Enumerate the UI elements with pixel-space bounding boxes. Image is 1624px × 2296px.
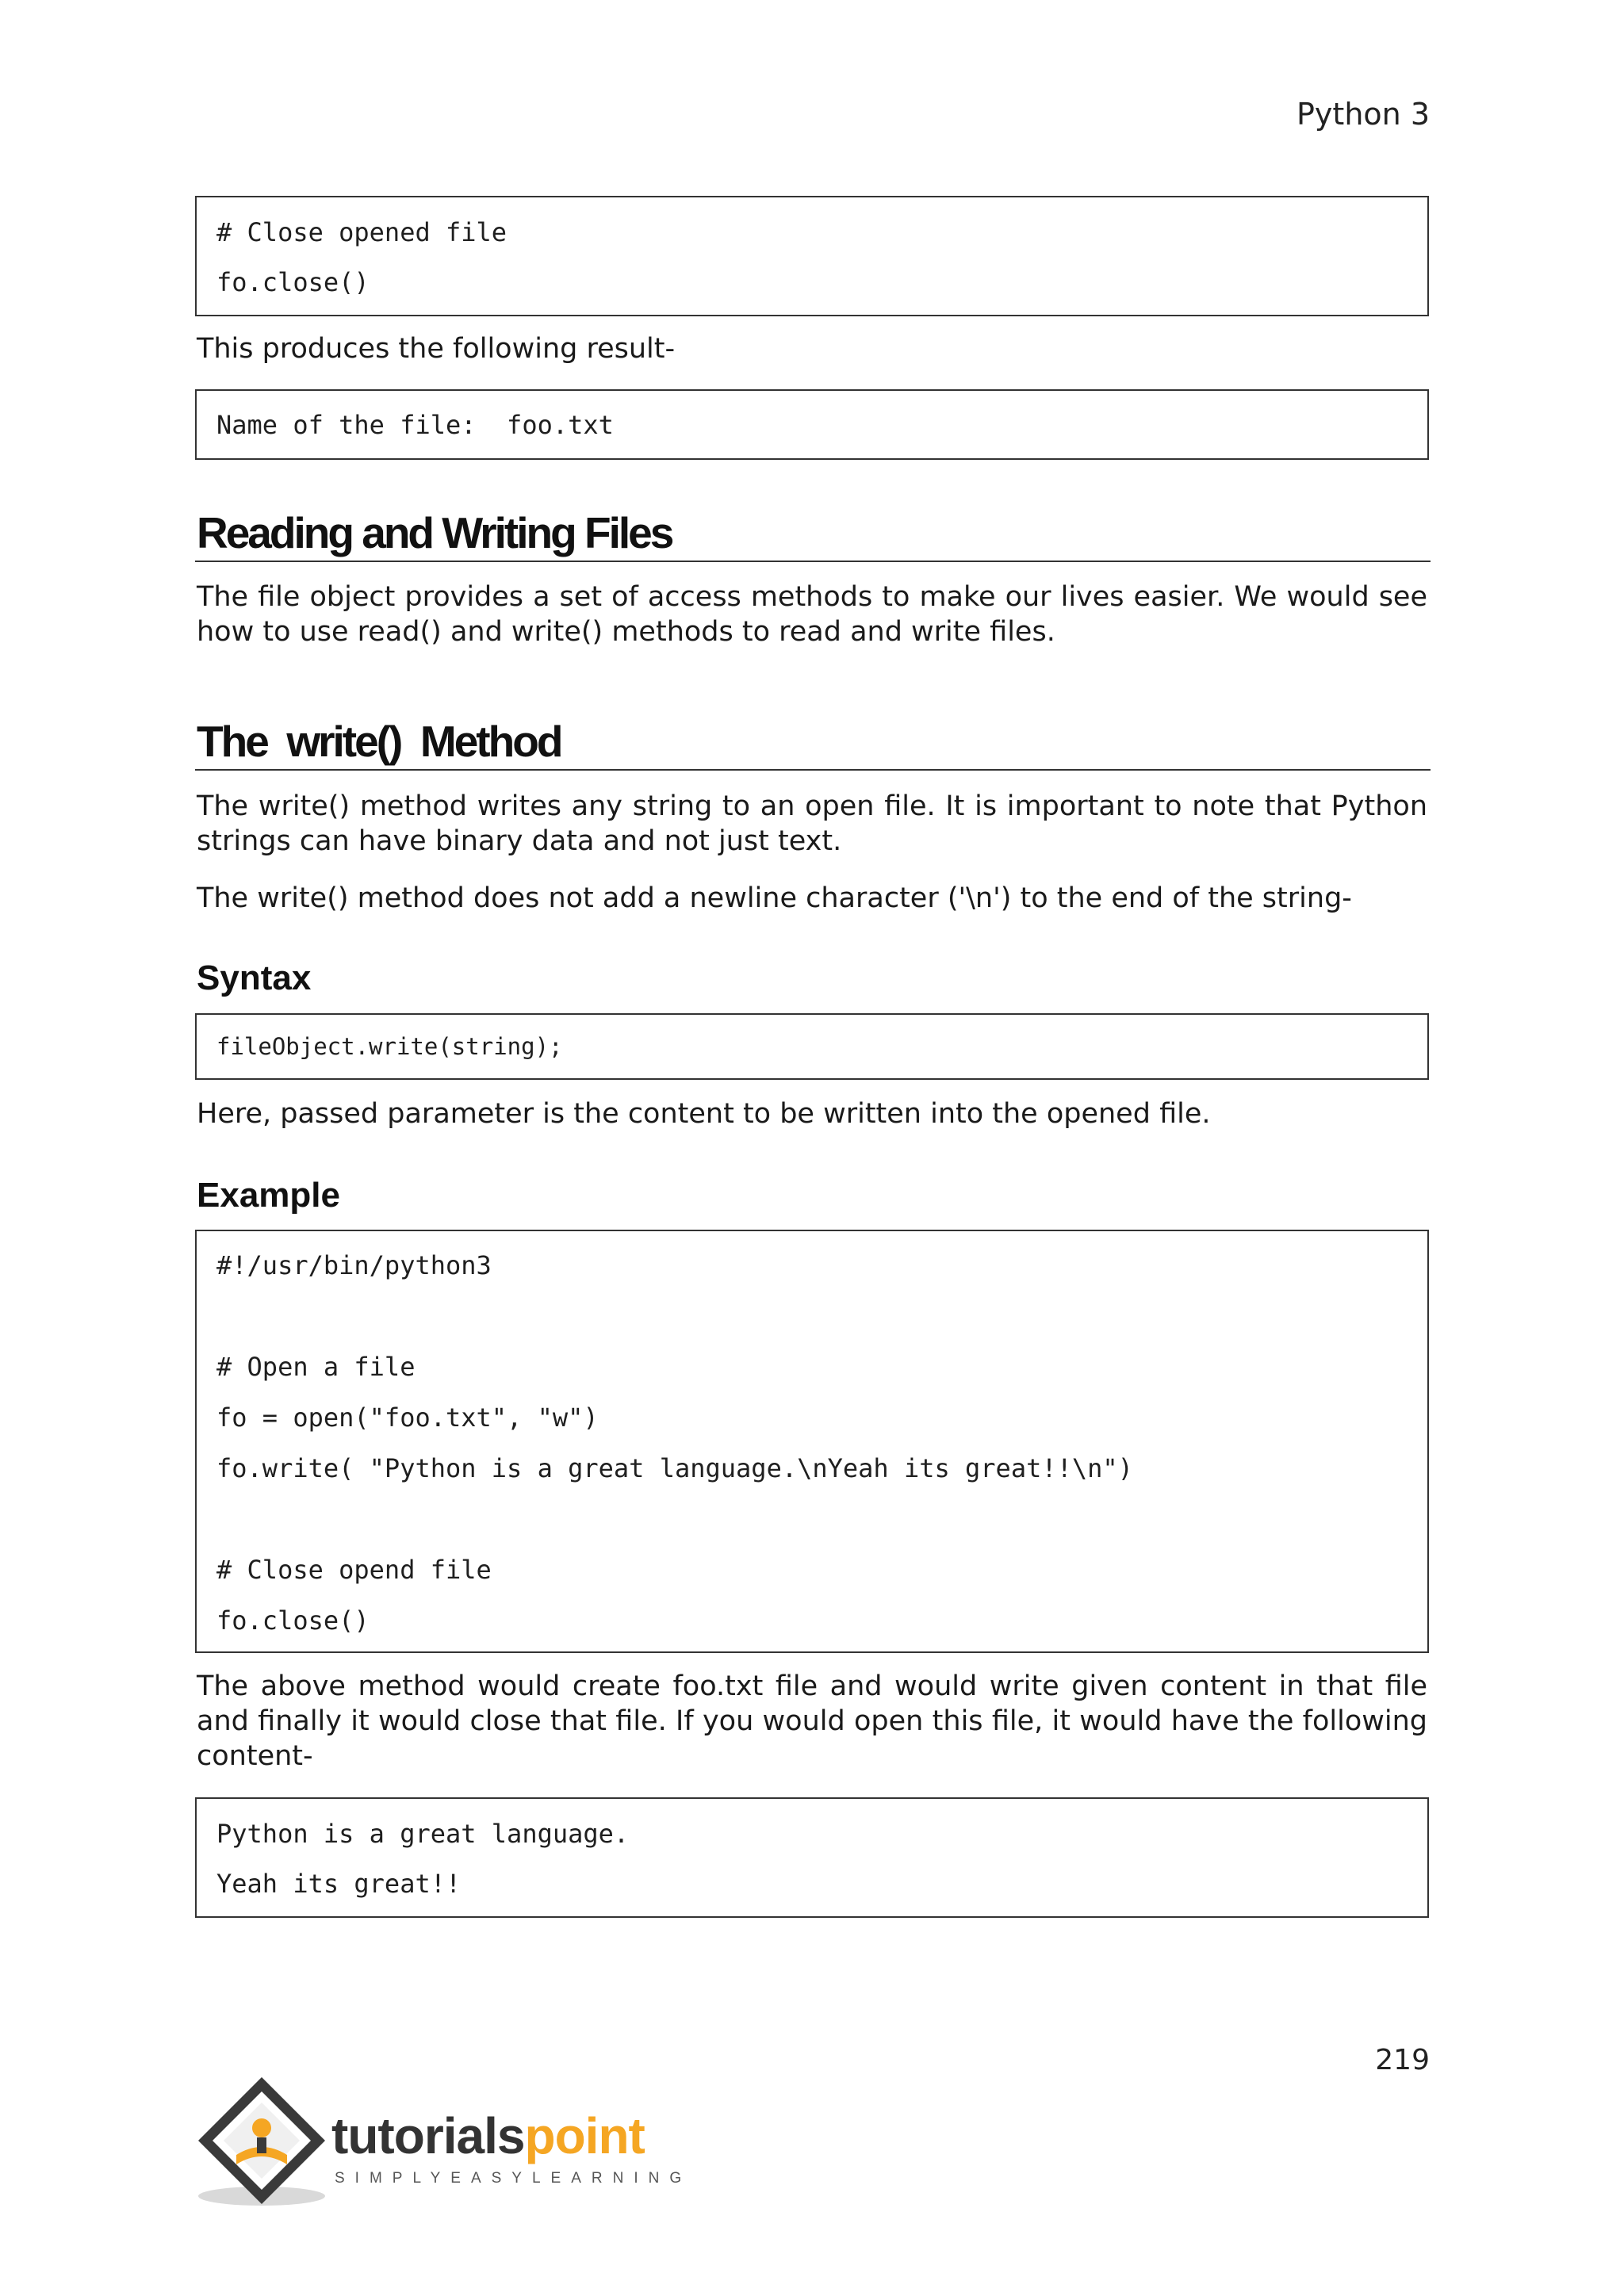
page-number: 219 xyxy=(1375,2044,1430,2076)
code-line: fo = open("foo.txt", "w") xyxy=(216,1402,599,1433)
heading-rule xyxy=(195,769,1431,771)
heading-rule xyxy=(195,561,1431,562)
content-output-box xyxy=(195,1797,1429,1918)
syntax-code-box xyxy=(195,1013,1429,1080)
code-line: fo.close() xyxy=(216,1605,370,1636)
code-line: fileObject.write(string); xyxy=(216,1033,563,1060)
code-block-close xyxy=(195,196,1429,316)
code-line: # Close opend file xyxy=(216,1555,492,1585)
logo-word-orange: point xyxy=(524,2107,645,2164)
code-line: # Close opened file xyxy=(216,217,508,247)
write-method-body-1: The write() method writes any string to an open file. It is important to note that Python strings can have binary data and not just text. xyxy=(197,790,1427,857)
write-method-body-2: The write() method does not add a newline character ('\n') to the end of the string- xyxy=(197,882,1352,914)
tutorialspoint-logo xyxy=(190,2069,692,2212)
logo-wordmark xyxy=(331,2107,645,2164)
result-intro: This produces the following result- xyxy=(197,333,676,365)
logo-word-dark: tutorials xyxy=(331,2107,525,2164)
example-heading: Example xyxy=(197,1176,340,1215)
section-heading-reading-writing: Reading and Writing Files xyxy=(197,508,672,557)
logo-tagline: SIMPLYEASYLEARNING xyxy=(335,2170,692,2187)
syntax-heading: Syntax xyxy=(197,959,312,997)
code-line: # Open a file xyxy=(216,1352,416,1382)
code-line: Python is a great language. xyxy=(216,1819,630,1849)
code-line: fo.close() xyxy=(216,267,370,297)
result-output-box xyxy=(195,389,1429,460)
example-after-text: The above method would create foo.txt file and would write given content in that file and finally it would close that file. If you would open this file, it would have the following content- xyxy=(197,1670,1427,1772)
code-line: fo.write( "Python is a great language.\nYeah its great!!\n") xyxy=(216,1453,1133,1483)
syntax-note: Here, passed parameter is the content to be written into the opened file. xyxy=(197,1098,1211,1130)
code-line: Yeah its great!! xyxy=(216,1869,462,1899)
logo-diamond-icon xyxy=(190,2069,333,2212)
section-reading-writing-body: The file object provides a set of access methods to make our lives easier. We would see how to use read() and write() methods to read and write files. xyxy=(197,581,1427,648)
example-code-box xyxy=(195,1230,1429,1653)
running-header: Python 3 xyxy=(1297,97,1430,132)
section-heading-write-method: The write() Method xyxy=(197,717,561,766)
code-line: #!/usr/bin/python3 xyxy=(216,1250,492,1280)
code-line: Name of the file: foo.txt xyxy=(216,410,614,440)
